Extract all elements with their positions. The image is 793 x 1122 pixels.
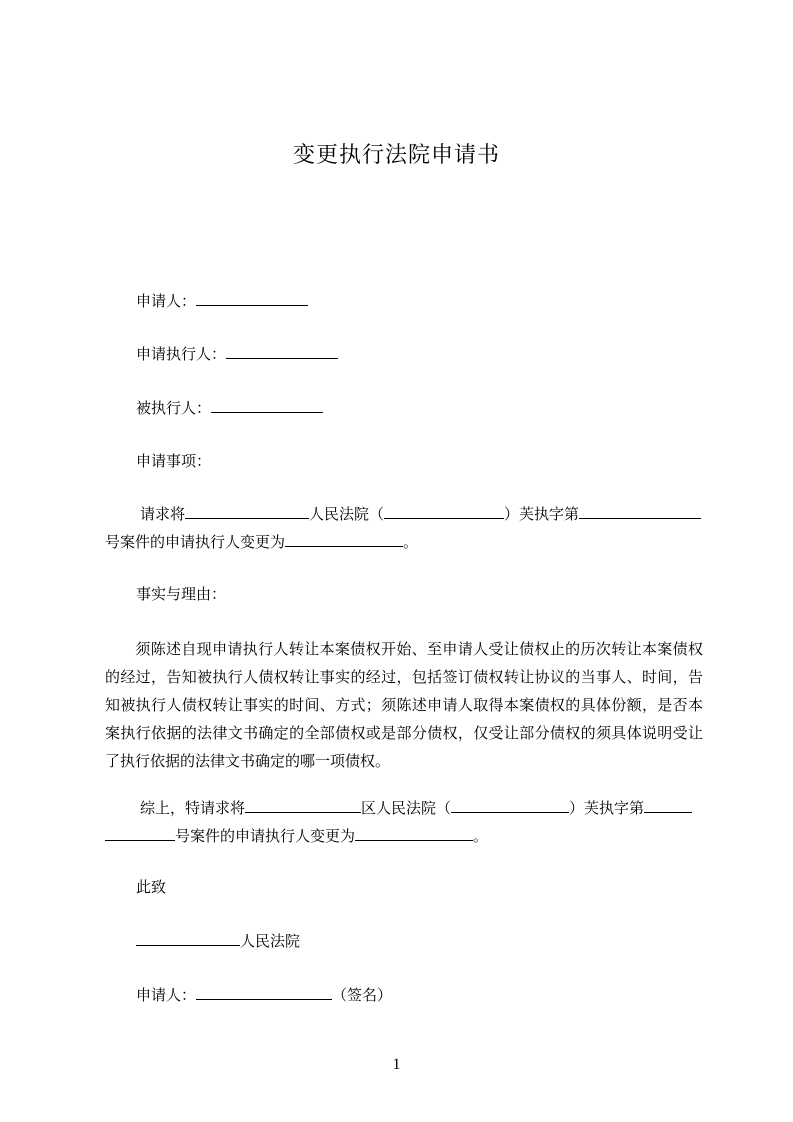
respondent-blank[interactable] (211, 397, 323, 413)
conclusion-end: 。 (473, 827, 489, 845)
applicant-line (136, 290, 308, 312)
request-court-blank[interactable] (185, 503, 309, 519)
signature-suffix: （签名） (332, 986, 393, 1004)
request-case-number-blank[interactable] (579, 503, 701, 519)
signature-line (136, 984, 392, 1006)
request-new-executor-blank[interactable] (285, 531, 403, 547)
matters-heading: 申请事项： (136, 452, 212, 470)
request-line-2 (105, 531, 418, 553)
court-line (136, 930, 300, 952)
request-court-suffix: 人民法院（ (309, 505, 385, 523)
facts-paragraph (105, 635, 703, 775)
request-case-mid: ）芙执字第 (504, 505, 580, 523)
conclusion-case-number-blank-b[interactable] (105, 825, 175, 841)
respondent-label: 被执行人： (136, 399, 212, 417)
conclusion-case-number-blank-a[interactable] (644, 797, 692, 813)
signature-label: 申请人： (136, 986, 197, 1004)
request-end: 。 (403, 533, 419, 551)
conclusion-line2-prefix: 号案件的申请执行人变更为 (175, 827, 356, 845)
applicant-label: 申请人： (136, 292, 197, 310)
executor-label: 申请执行人： (136, 345, 227, 363)
page-number: 1 (392, 1056, 401, 1073)
page-title: 变更执行法院申请书 (292, 143, 500, 168)
respondent-line (136, 397, 323, 419)
court-name-blank[interactable] (136, 930, 240, 946)
court-line-label: 人民法院 (240, 932, 301, 950)
request-year-blank[interactable] (384, 503, 504, 519)
request-line-1 (140, 503, 701, 525)
conclusion-court-blank[interactable] (245, 797, 361, 813)
salutation: 此致 (136, 878, 167, 896)
applicant-blank[interactable] (196, 290, 308, 306)
conclusion-new-executor-blank[interactable] (355, 825, 473, 841)
conclusion-prefix: 综上，特请求将 (140, 799, 246, 817)
executor-line (136, 343, 338, 365)
facts-text: 须陈述自现申请执行人转让本案债权开始、至申请人受让债权止的历次转让本案债权的经过，告知被执行人债权转让事实的经过，包括签订债权转让协议的当事人、时间，告知被执行人债权转让事实的时间、方式；须陈述申请人取得本案债权的具体份额，是否本案执行依据的法律文书确定的全部债权或是部分债权，仅受让部分债权的须具体说明受让了执行依据的法律文书确定的哪一项债权。 (105, 640, 703, 770)
executor-blank[interactable] (226, 343, 338, 359)
conclusion-line-2 (105, 825, 488, 847)
request-prefix: 请求将 (140, 505, 186, 523)
conclusion-year-blank[interactable] (451, 797, 569, 813)
conclusion-line-1 (140, 797, 692, 819)
facts-heading: 事实与理由： (136, 585, 227, 603)
conclusion-court-suffix: 区人民法院（ (361, 799, 452, 817)
signature-blank[interactable] (196, 984, 332, 1000)
conclusion-case-mid: ）芙执字第 (569, 799, 645, 817)
request-line2-prefix: 号案件的申请执行人变更为 (105, 533, 286, 551)
